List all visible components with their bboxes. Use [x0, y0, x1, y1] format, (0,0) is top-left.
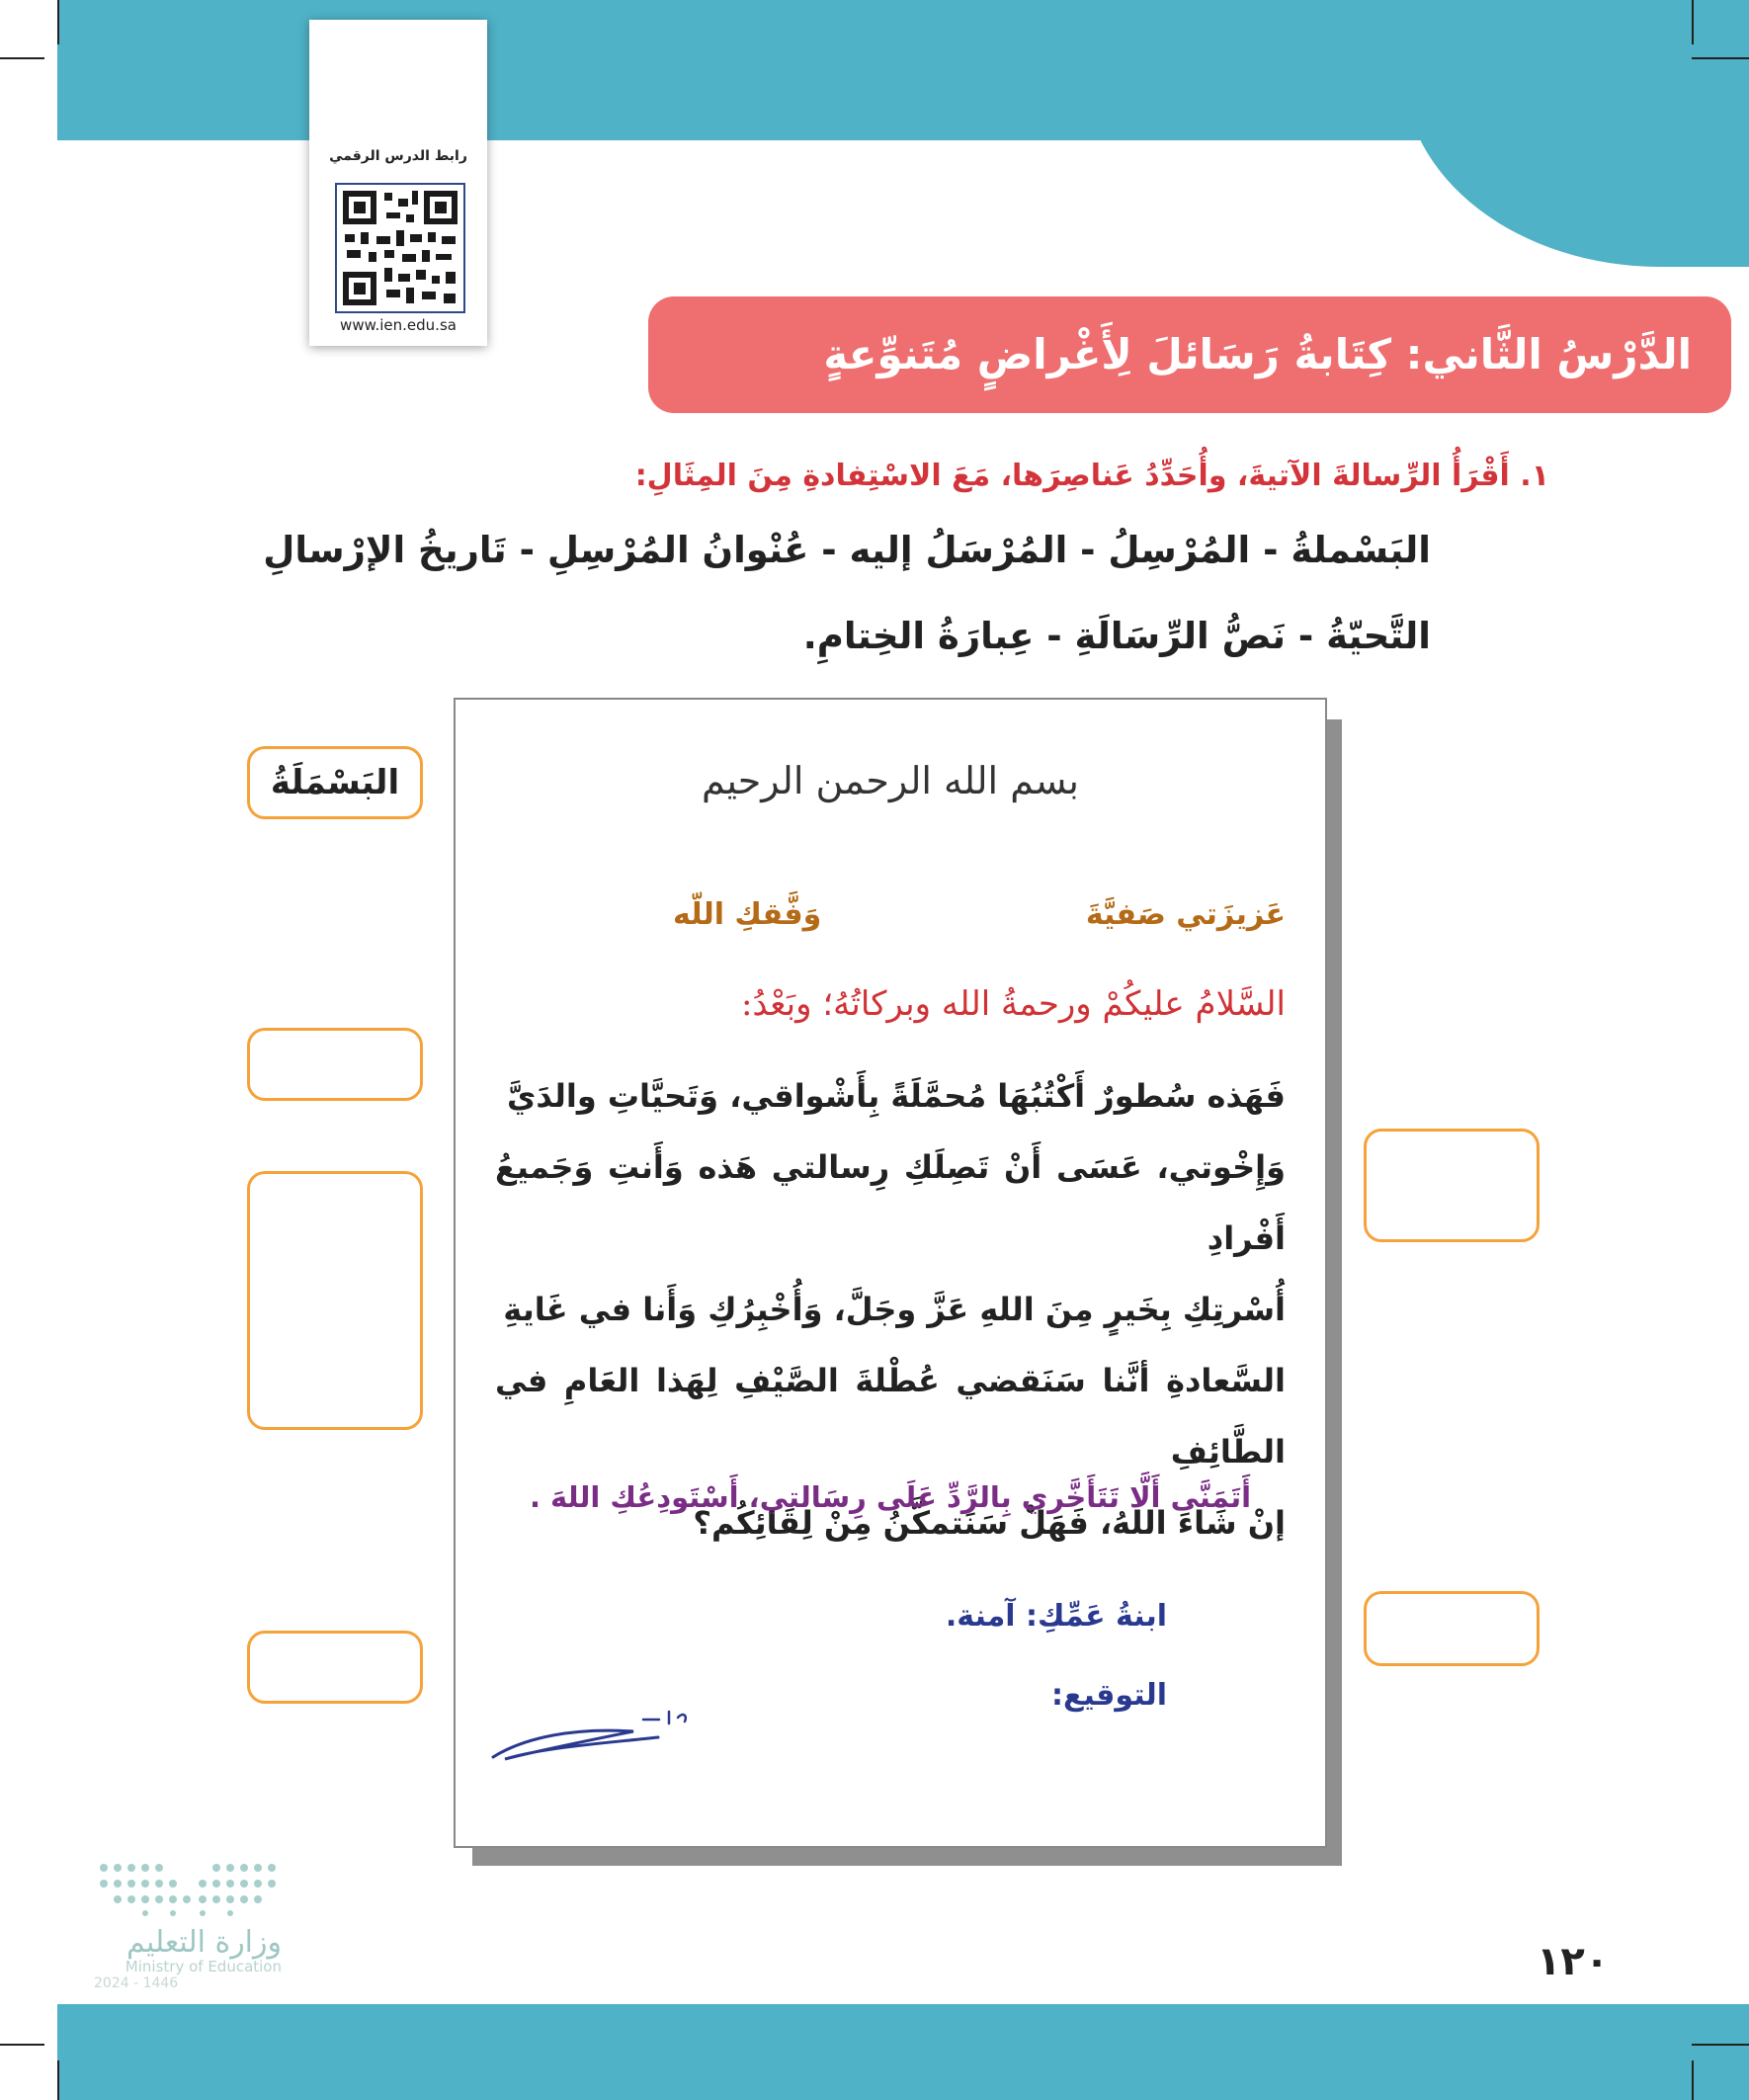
letter-salam: السَّلامُ عليكُمْ ورحمةُ الله وبركاتُهُ؛ وبَعْدُ: — [740, 984, 1286, 1024]
answer-box-text — [250, 1634, 420, 1701]
digital-lesson-card[interactable] — [309, 20, 487, 346]
page-number: ١٢٠ — [1537, 1939, 1610, 1984]
answer-box[interactable] — [1364, 1591, 1540, 1666]
crop-mark — [57, 2060, 59, 2100]
signature-icon — [485, 1698, 693, 1767]
answer-box[interactable] — [247, 1631, 423, 1704]
crop-mark — [0, 2044, 44, 2046]
letter-greeting-blessing: وَفَّقكِ اللّه — [673, 897, 822, 932]
letter-body-line: أُسْرتِكِ بِخَيرٍ مِنَ اللهِ عَزَّ وجَلَّ، وَأُخْبِرُكِ وَأَنا في غَايةِ — [503, 1291, 1286, 1328]
bottom-banner — [57, 2004, 1749, 2100]
crop-mark — [0, 57, 44, 59]
crop-mark — [1692, 2060, 1694, 2100]
answer-box-text — [1367, 1594, 1537, 1663]
answer-box[interactable] — [1364, 1129, 1540, 1242]
letter-paper — [454, 698, 1327, 1848]
letter-sender: ابنةُ عَمِّكِ: آمنة. — [945, 1599, 1167, 1634]
crop-mark — [1692, 2044, 1749, 2046]
crop-mark — [1692, 57, 1749, 59]
letter-body-line: وَإِخْوتي، عَسَى أَنْ تَصِلَكِ رِسالتي هَذه وَأَنتِ وَجَميعُ أَفْرادِ — [495, 1148, 1286, 1257]
ministry-dots-icon — [94, 1858, 282, 1917]
letter-basmala: بسم الله الرحمن الرحيم — [702, 759, 1079, 802]
letter-signature-label: التوقيع: — [1051, 1678, 1167, 1713]
label-box-text: البَسْمَلَةُ — [270, 763, 400, 802]
qr-code-icon[interactable] — [335, 183, 465, 313]
crop-mark — [1692, 0, 1694, 44]
lesson-title-banner — [648, 296, 1731, 413]
ministry-name-en: Ministry of Education — [125, 1958, 282, 1975]
answer-box[interactable] — [247, 1171, 423, 1430]
letter-closing: أَتَمَنَّى أَلَّا تَتَأَخَّري بِالرَّدِّ عَلَى رِسَالتي، أَسْتَودِعُكِ اللهَ . — [529, 1480, 1252, 1514]
lesson-title: الدَّرْسُ الثَّاني: كِتَابةُ رَسَائلَ لِأَغْراضٍ مُتَنوِّعةٍ — [823, 330, 1692, 378]
answer-box-text — [1367, 1132, 1537, 1239]
letter-body-line: السَّعادةِ أنَّنا سَنَقضي عُطْلةَ الصَّيْفِ لِهَذا العَامِ في الطَّائِفِ — [495, 1362, 1286, 1470]
letter-body-line: إنْ شَاءَ اللهُ، فَهَلْ سَنَتمكَّنُ مِنْ لِقَائِكُم؟ — [693, 1504, 1286, 1542]
answer-box-text — [250, 1031, 420, 1098]
letter-recipient: عَزيزَتي صَفيَّةَ — [1085, 897, 1286, 932]
ministry-name-ar: وزارة التعليم — [125, 1925, 282, 1960]
qr-url[interactable]: www.ien.edu.sa — [340, 316, 457, 334]
label-box-example — [247, 746, 423, 819]
qr-label: رابط الدرس الرقمي — [329, 148, 467, 164]
crop-mark — [57, 0, 59, 44]
letter-elements-line-1: البَسْملةُ - المُرْسِلُ - المُرْسَلُ إليه - عُنْوانُ المُرْسِلِ - تَاريخُ الإرْسالِ — [263, 529, 1431, 571]
letter-elements-line-2: التَّحيّةُ - نَصُّ الرِّسَالَةِ - عِبارَةُ الخِتامِ. — [802, 615, 1431, 657]
answer-box[interactable] — [247, 1028, 423, 1101]
answer-box-text — [250, 1174, 420, 1427]
letter-body-line: فَهَذه سُطورٌ أَكْتُبُهَا مُحمَّلَةً بِأَشْواقي، وَتَحيَّاتِ والدَيَّ — [507, 1077, 1286, 1115]
top-banner-curve — [1403, 0, 1749, 267]
exercise-instruction: ١. أَقْرَأُ الرِّسالةَ الآتيةَ، وأُحَدِّدُ عَناصِرَها، مَعَ الاسْتِفادةِ مِنَ المِثَالِ: — [634, 459, 1549, 493]
ministry-year: 2024 - 1446 — [94, 1975, 179, 1991]
ministry-logo — [94, 1858, 282, 1991]
